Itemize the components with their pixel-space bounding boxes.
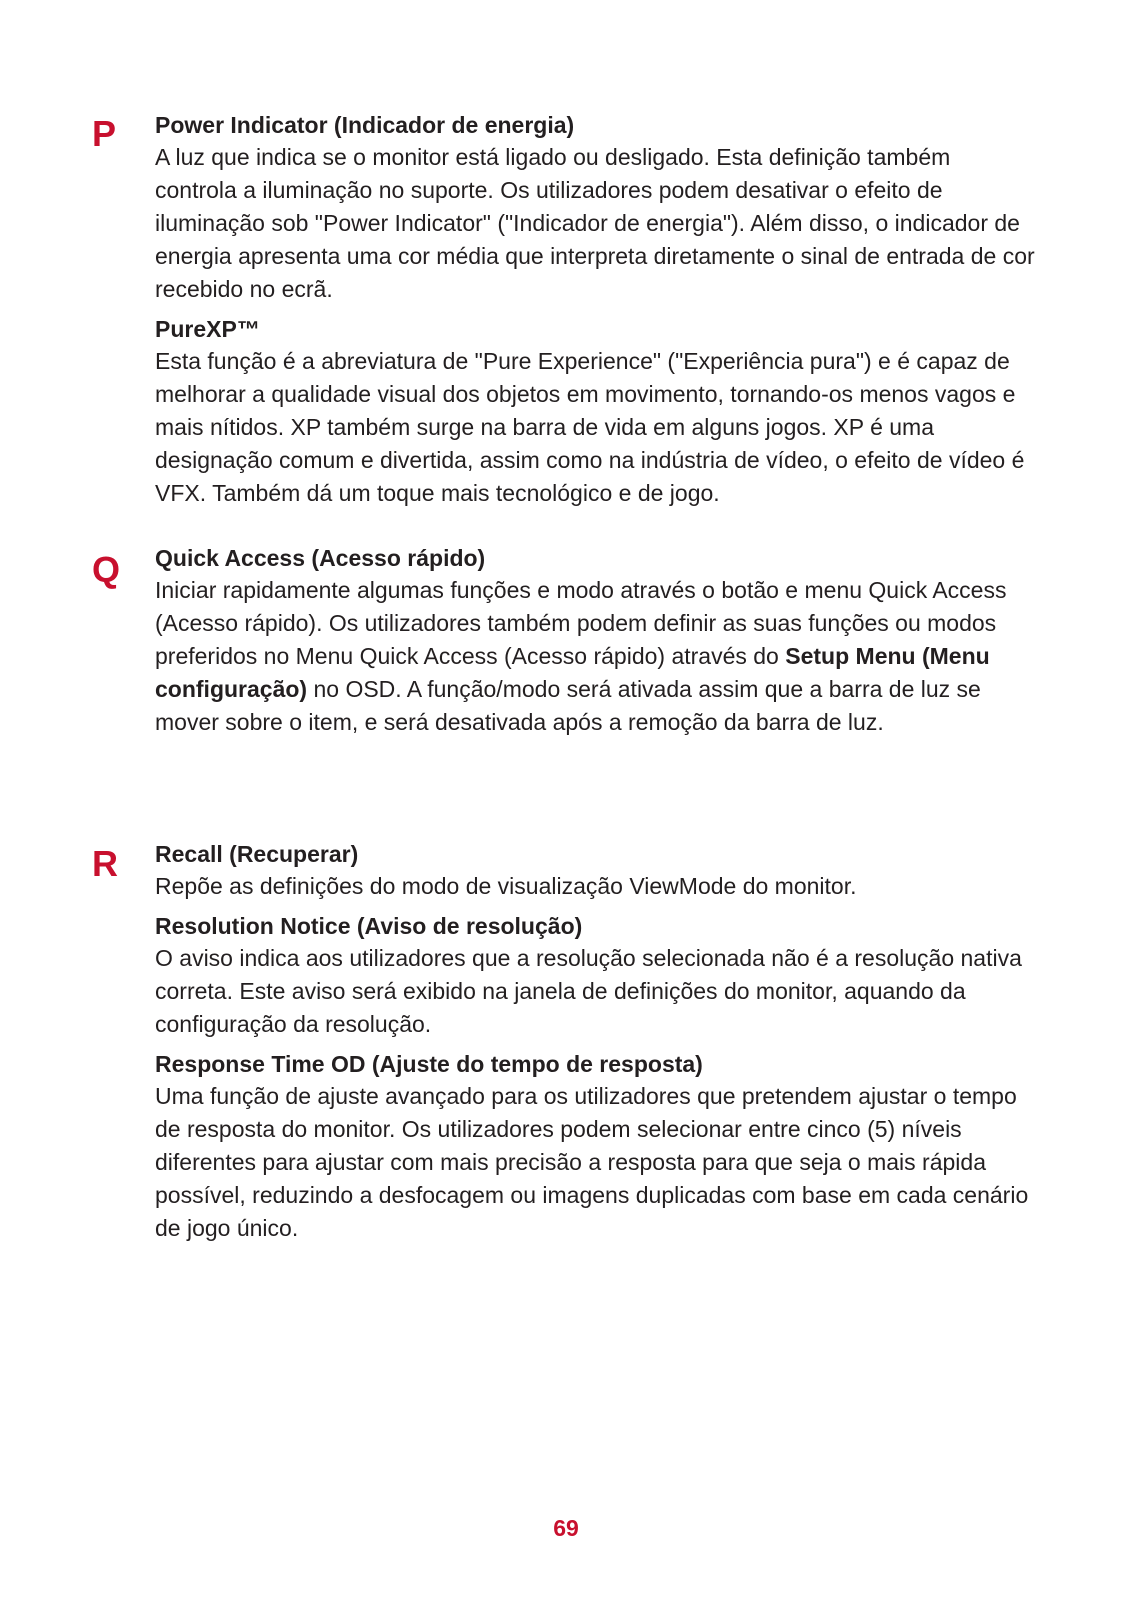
entry-description-quick-access [155,574,1035,739]
section-letter-r: R [92,843,118,884]
entry-term-resolution-notice: Resolution Notice (Aviso de resolução) [155,913,583,939]
entry-term-response-time-od: Response Time OD (Ajuste do tempo de resposta) [155,1051,703,1077]
entry-description-power-indicator: A luz que indica se o monitor está ligado ou desligado. Esta definição também controla a iluminação no suporte. Os utilizadores podem desativar o efeito de iluminação sob "Power Indicator" ("Indicador de energia"). Além disso, o indicador de energia apresenta uma cor média que interpreta diretamente o sinal de entrada de cor recebido no ecrã. [155,144,1035,302]
section-q-entries [155,542,1035,739]
entry-term-power-indicator: Power Indicator (Indicador de energia) [155,112,575,138]
page-number: 69 [553,1515,579,1541]
entry-description-purexp: Esta função é a abreviatura de "Pure Experience" ("Experiência pura") e é capaz de melhorar a qualidade visual dos objetos em movimento, tornando-os menos vagos e mais nítidos. XP também surge na barra de vida em alguns jogos. XP é uma designação comum e divertida, assim como na indústria de vídeo, o efeito de vídeo é VFX. Também dá um toque mais tecnológico e de jogo. [155,348,1025,506]
section-letter-p: P [92,113,117,154]
description-text-end: no OSD. A função/modo será ativada assim que a barra de luz se mover sobre o item, e será desativada após a remoção da barra de luz. [155,676,981,735]
entry-description-resolution-notice: O aviso indica aos utilizadores que a resolução selecionada não é a resolução nativa correta. Este aviso será exibido na janela de definições do monitor, aquando da configuração da resolução. [155,945,1022,1037]
section-p-entries [155,109,1035,510]
entry-description-recall: Repõe as definições do modo de visualização ViewMode do monitor. [155,873,857,899]
section-r-entries [155,838,1035,1245]
section-letter-q: Q [92,549,121,590]
entry-term-recall: Recall (Recuperar) [155,841,359,867]
entry-description-response-time-od: Uma função de ajuste avançado para os utilizadores que pretendem ajustar o tempo de resposta do monitor. Os utilizadores podem selecionar entre cinco (5) níveis diferentes para ajustar com mais precisão a resposta para que seja o mais rápida possível, reduzindo a desfocagem ou imagens duplicadas com base em cada cenário de jogo único. [155,1083,1029,1241]
entry-term-quick-access: Quick Access (Acesso rápido) [155,545,486,571]
description-text-start: Iniciar rapidamente algumas funções e modo através o botão e menu Quick Access (Acesso rápido). Os utilizadores também podem definir as suas funções ou modos preferidos no Menu Quick Access (Acesso rápido) através do [155,577,1007,669]
entry-term-purexp: PureXP™ [155,316,260,342]
setup-menu-reference: Setup Menu (Menu configuração) [155,643,990,702]
